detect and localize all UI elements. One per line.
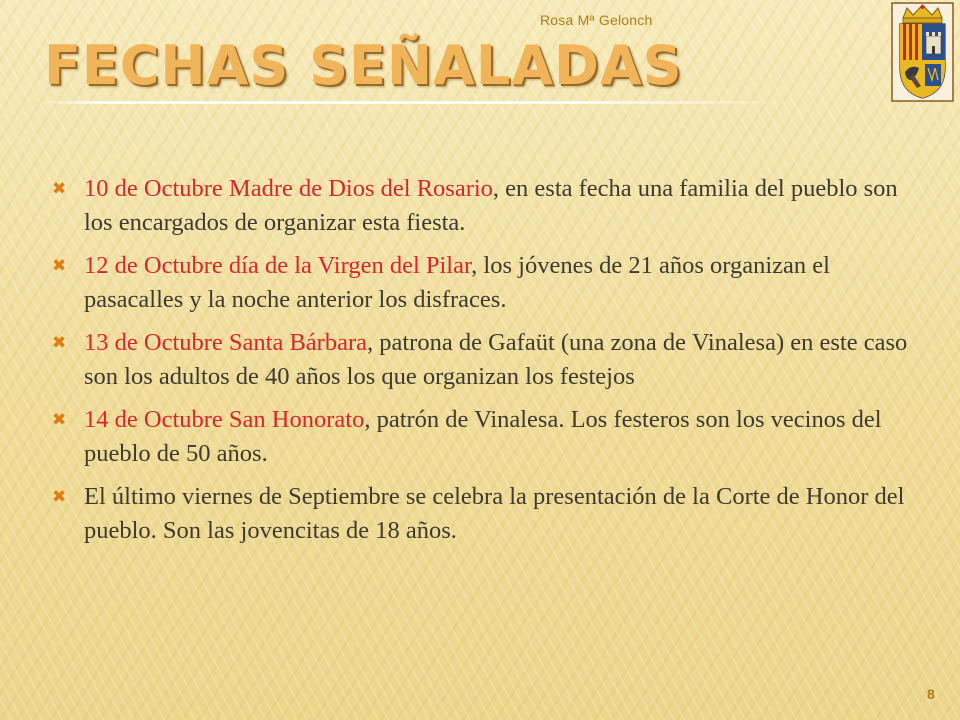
date-highlight: 13 de Octubre Santa Bárbara [84, 329, 367, 356]
x-mark-icon: ✖ [52, 410, 67, 430]
author-name: Rosa Mª Gelonch [540, 12, 653, 28]
bullet-list [50, 172, 910, 557]
x-mark-icon: ✖ [52, 256, 67, 276]
list-item [50, 172, 910, 240]
list-item [50, 403, 910, 471]
bullet-text: , patrona de Gafaüt (una zona de Vinalesa) en este caso son los adultos de 40 años los que organizan los festejos [84, 329, 908, 390]
page-number: 8 [927, 686, 935, 702]
list-item [50, 326, 910, 394]
x-mark-icon: ✖ [52, 179, 67, 199]
date-highlight: 14 de Octubre San Honorato [84, 406, 365, 433]
x-mark-icon: ✖ [52, 487, 67, 507]
x-mark-icon: ✖ [52, 333, 67, 353]
slide-title: FECHAS SEÑALADAS [44, 34, 683, 97]
bullet-text: El último viernes de Septiembre se celebra la presentación de la Corte de Honor del pueblo. Son las jovencitas de 18 años. [84, 483, 905, 544]
coat-of-arms-icon [891, 2, 954, 102]
bullet-text: , patrón de Vinalesa. Los festeros son los vecinos del pueblo de 50 años. [84, 406, 882, 467]
bullet-text: , los jóvenes de 21 años organizan el pasacalles y la noche anterior los disfraces. [84, 252, 830, 313]
bullet-text: , en esta fecha una familia del pueblo son los encargados de organizar esta fiesta. [84, 175, 898, 236]
date-highlight: 10 de Octubre Madre de Dios del Rosario [84, 175, 493, 202]
title-underline [40, 101, 800, 104]
list-item [50, 249, 910, 317]
list-item [50, 480, 910, 548]
crest-graphic [891, 2, 954, 102]
date-highlight: 12 de Octubre día de la Virgen del Pilar [84, 252, 472, 279]
